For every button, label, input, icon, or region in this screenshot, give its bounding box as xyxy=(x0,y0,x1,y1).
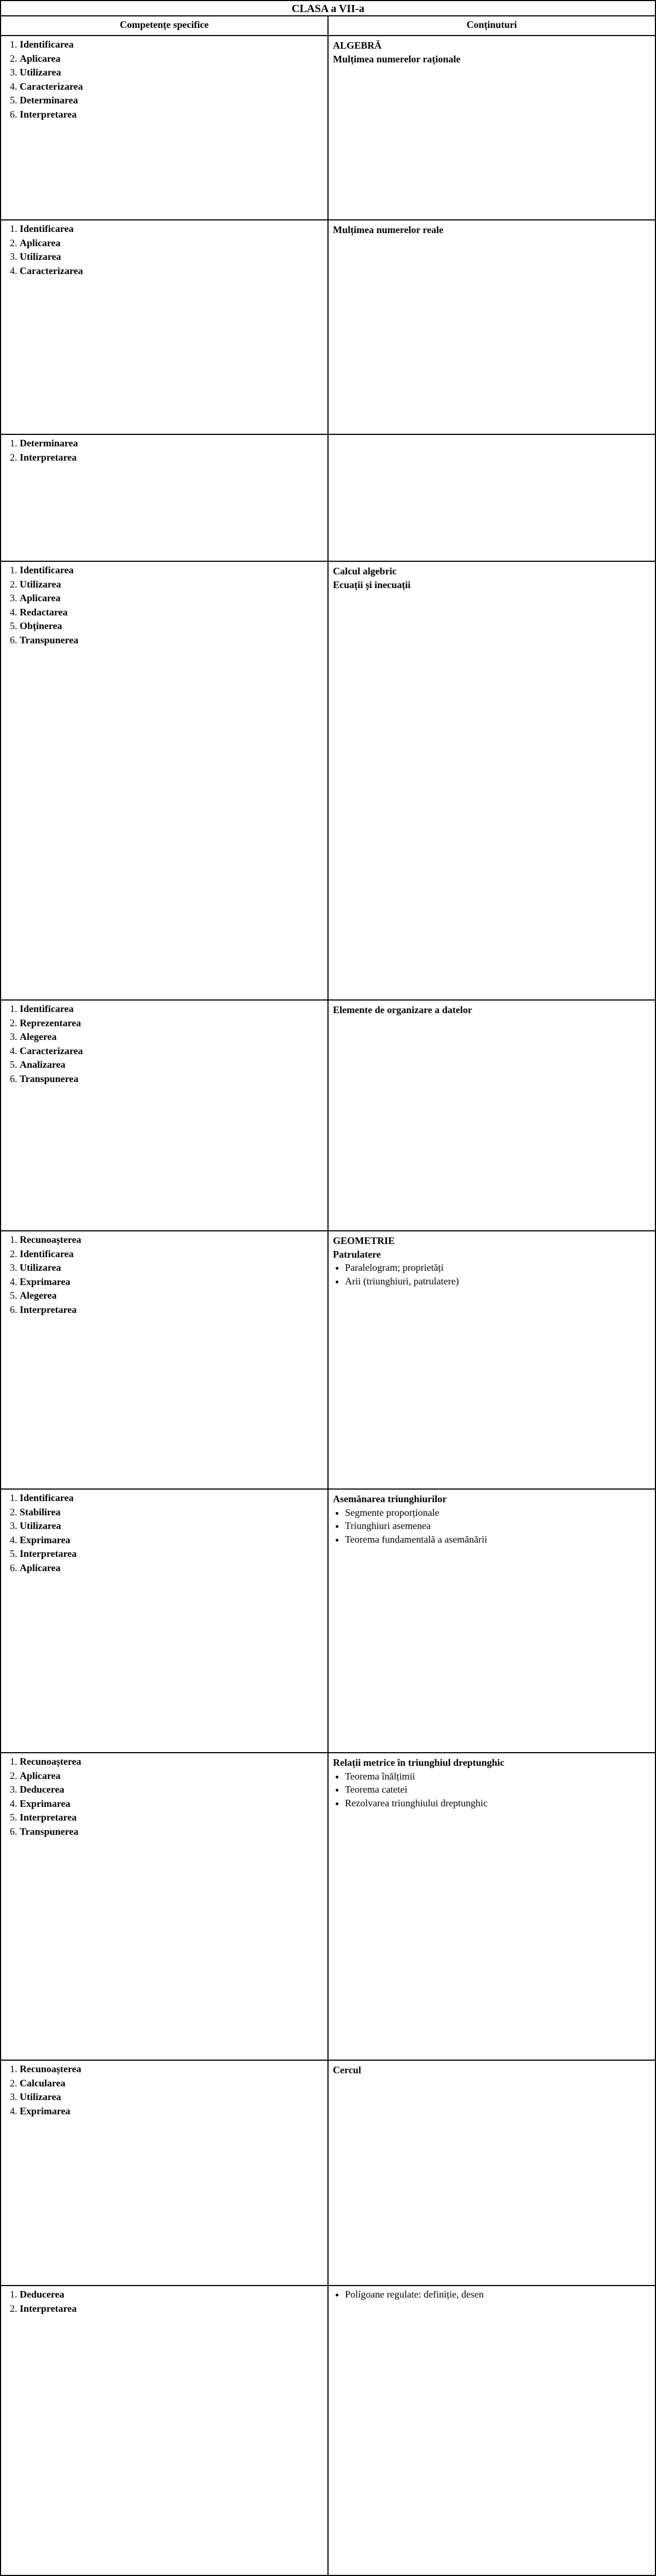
section-heading: Mulțimea numerelor raționale xyxy=(333,53,461,65)
competenta-item xyxy=(20,1276,323,1288)
competenta-item xyxy=(20,1783,323,1796)
competenta-item xyxy=(20,2063,323,2075)
competenta-lead: Utilizarea xyxy=(20,2091,61,2102)
header-continuturi: Conținuturi xyxy=(328,16,655,36)
competenta-item xyxy=(20,2105,323,2118)
table-row xyxy=(1,1753,655,2060)
competenta-item xyxy=(20,564,323,577)
competenta-lead: Analizarea xyxy=(20,1059,66,1070)
competenta-item xyxy=(20,2091,323,2103)
competenta-lead: Identificarea xyxy=(20,1248,74,1259)
competente-list xyxy=(5,437,323,463)
competenta-lead: Aplicarea xyxy=(20,237,61,248)
continut-list xyxy=(333,1261,651,1287)
competenta-lead: Identificarea xyxy=(20,39,74,50)
competente-cell xyxy=(1,1489,328,1753)
continuturi-cell xyxy=(328,36,655,220)
competenta-lead: Calcularea xyxy=(20,2077,66,2089)
competenta-lead: Interpretarea xyxy=(20,1548,77,1559)
competenta-lead: Alegerea xyxy=(20,1290,57,1301)
competenta-lead: Obținerea xyxy=(20,620,62,631)
competenta-lead: Identificarea xyxy=(20,1003,74,1014)
competenta-item xyxy=(20,592,323,604)
table-row xyxy=(1,2060,655,2286)
competenta-lead: Interpretarea xyxy=(20,2302,77,2314)
curriculum-table xyxy=(0,15,656,2576)
competente-list xyxy=(5,38,323,120)
competente-cell xyxy=(1,36,328,220)
competenta-lead: Alegerea xyxy=(20,1031,57,1042)
competenta-lead: Utilizarea xyxy=(20,578,61,590)
competente-cell xyxy=(1,220,328,434)
table-row xyxy=(1,1000,655,1231)
competenta-item xyxy=(20,94,323,107)
competente-list xyxy=(5,1492,323,1574)
competenta-lead: Interpretarea xyxy=(20,1304,77,1315)
continuturi-cell xyxy=(328,1753,655,2060)
header-competente: Competențe specifice xyxy=(1,16,328,36)
competenta-item xyxy=(20,437,323,450)
section-heading: Calcul algebric xyxy=(333,566,397,577)
competenta-lead: Recunoașterea xyxy=(20,1234,81,1245)
table-row xyxy=(1,1489,655,1753)
competenta-item xyxy=(20,108,323,121)
competenta-lead: Stabilirea xyxy=(20,1506,61,1517)
table-row xyxy=(1,561,655,1000)
competenta-lead: Interpretarea xyxy=(20,108,77,120)
competente-list xyxy=(5,2063,323,2117)
continut-item: • Paralelogram; proprietăți xyxy=(345,1261,651,1274)
competenta-lead: Utilizarea xyxy=(20,1262,61,1273)
competenta-lead: Transpunerea xyxy=(20,1073,79,1084)
competenta-item xyxy=(20,2077,323,2090)
continuturi-cell xyxy=(328,1489,655,1753)
competenta-item xyxy=(20,38,323,51)
section-heading: Asemănarea triunghiurilor xyxy=(333,1493,447,1504)
competenta-lead: Reprezentarea xyxy=(20,1017,81,1028)
competente-cell xyxy=(1,2286,328,2575)
competenta-item xyxy=(20,237,323,249)
competenta-lead: Identificarea xyxy=(20,565,74,575)
continut-item: • Arii (triunghiuri, patrulatere) xyxy=(345,1275,651,1288)
competente-list xyxy=(5,1755,323,1837)
competenta-item xyxy=(20,1261,323,1274)
competenta-item xyxy=(20,634,323,647)
competenta-lead: Determinarea xyxy=(20,438,78,449)
continut-list xyxy=(333,1507,651,1546)
continut-item: • Polígoane regulate: definiție, desen xyxy=(345,2288,651,2301)
competenta-lead: Utilizarea xyxy=(20,1520,61,1531)
competente-list xyxy=(5,564,323,646)
competenta-lead: Exprimarea xyxy=(20,1534,71,1545)
page-title: CLASA a VII-a xyxy=(0,0,656,15)
competenta-item xyxy=(20,1045,323,1057)
section-heading: Patrulatere xyxy=(333,1248,381,1260)
competenta-item xyxy=(20,1248,323,1260)
competenta-item xyxy=(20,1811,323,1824)
competenta-lead: Utilizarea xyxy=(20,251,61,262)
competenta-lead: Caracterizarea xyxy=(20,265,83,276)
competenta-lead: Aplicarea xyxy=(20,592,61,603)
competente-list xyxy=(5,1003,323,1085)
competenta-lead: Aplicarea xyxy=(20,1562,61,1573)
competenta-item xyxy=(20,1562,323,1574)
section-heading: Mulțimea numerelor reale xyxy=(333,224,443,235)
competenta-item xyxy=(20,2288,323,2301)
competenta-item xyxy=(20,1073,323,1085)
competenta-lead: Identificarea xyxy=(20,1492,74,1503)
competenta-item xyxy=(20,53,323,65)
section-heading: GEOMETRIE xyxy=(333,1235,395,1246)
continut-item: • Segmente proporționale xyxy=(345,1507,651,1519)
table-body xyxy=(1,36,655,2575)
competente-cell xyxy=(1,2060,328,2286)
section-heading: ALGEBRĂ xyxy=(333,40,382,51)
continut-list xyxy=(333,1770,651,1810)
competente-cell xyxy=(1,1753,328,2060)
competente-list xyxy=(5,2288,323,2315)
competenta-item xyxy=(20,1770,323,1782)
table-row xyxy=(1,1231,655,1489)
table-row xyxy=(1,2286,655,2575)
competenta-item xyxy=(20,80,323,93)
competenta-item xyxy=(20,1755,323,1768)
competenta-item xyxy=(20,1520,323,1532)
competenta-lead: Transpunerea xyxy=(20,1825,79,1837)
section-heading: Ecuații și inecuații xyxy=(333,579,411,590)
competenta-item xyxy=(20,1492,323,1504)
continuturi-cell xyxy=(328,2286,655,2575)
competenta-item xyxy=(20,2302,323,2315)
competenta-lead: Exprimarea xyxy=(20,2105,71,2116)
competenta-item xyxy=(20,251,323,263)
competente-cell xyxy=(1,434,328,561)
competenta-item xyxy=(20,223,323,235)
competenta-lead: Deducerea xyxy=(20,2289,65,2300)
continut-item: • Teorema înălțimii xyxy=(345,1770,651,1783)
competenta-item xyxy=(20,1059,323,1071)
competenta-item xyxy=(20,1506,323,1519)
competente-cell xyxy=(1,561,328,1000)
competente-cell xyxy=(1,1000,328,1231)
competenta-lead: Transpunerea xyxy=(20,634,79,646)
header-row xyxy=(1,16,655,36)
competenta-item xyxy=(20,1289,323,1302)
competenta-item xyxy=(20,265,323,277)
competenta-lead: Exprimarea xyxy=(20,1276,71,1287)
competenta-lead: Aplicarea xyxy=(20,53,61,64)
competenta-lead: Interpretarea xyxy=(20,1812,77,1823)
table-row xyxy=(1,434,655,561)
competenta-item xyxy=(20,1548,323,1560)
competenta-item xyxy=(20,606,323,619)
continuturi-cell xyxy=(328,1231,655,1489)
competenta-lead: Determinarea xyxy=(20,95,78,106)
competenta-item xyxy=(20,1003,323,1015)
competenta-item xyxy=(20,578,323,591)
competenta-lead: Recunoașterea xyxy=(20,1756,81,1767)
competenta-lead: Utilizarea xyxy=(20,67,61,78)
competenta-lead: Interpretarea xyxy=(20,451,77,463)
competenta-item xyxy=(20,1031,323,1043)
competenta-lead: Aplicarea xyxy=(20,1770,61,1781)
competenta-item xyxy=(20,1304,323,1316)
section-heading: Cercul xyxy=(333,2065,361,2075)
competenta-item xyxy=(20,1825,323,1838)
section-heading: Relații metrice în triunghiul dreptunghic xyxy=(333,1757,505,1768)
competenta-item xyxy=(20,1534,323,1546)
continuturi-cell xyxy=(328,2060,655,2286)
section-heading: Elemente de organizare a datelor xyxy=(333,1004,472,1015)
continuturi-cell xyxy=(328,561,655,1000)
continut-item: • Teorema catetei xyxy=(345,1783,651,1796)
competenta-item xyxy=(20,1234,323,1246)
table-row xyxy=(1,36,655,220)
competente-list xyxy=(5,223,323,277)
competenta-lead: Caracterizarea xyxy=(20,80,83,92)
table-row xyxy=(1,220,655,434)
continut-list xyxy=(333,2288,651,2301)
competenta-item xyxy=(20,620,323,632)
continuturi-cell xyxy=(328,1000,655,1231)
competenta-lead: Exprimarea xyxy=(20,1798,71,1809)
continuturi-cell xyxy=(328,220,655,434)
competenta-lead: Identificarea xyxy=(20,223,74,234)
continuturi-cell xyxy=(328,434,655,561)
competente-cell xyxy=(1,1231,328,1489)
competenta-item xyxy=(20,1017,323,1030)
continut-item: • Teorema fundamentală a asemănării xyxy=(345,1533,651,1546)
competenta-lead: Deducerea xyxy=(20,1784,65,1795)
competenta-item xyxy=(20,1798,323,1810)
competenta-item xyxy=(20,66,323,79)
competenta-lead: Recunoașterea xyxy=(20,2063,81,2074)
competenta-lead: Caracterizarea xyxy=(20,1045,83,1056)
competenta-item xyxy=(20,451,323,464)
competenta-lead: Redactarea xyxy=(20,606,68,618)
continut-item: • Triunghiuri asemenea xyxy=(345,1520,651,1532)
competente-list xyxy=(5,1234,323,1316)
continut-item: • Rezolvarea triunghiului dreptunghic xyxy=(345,1797,651,1810)
